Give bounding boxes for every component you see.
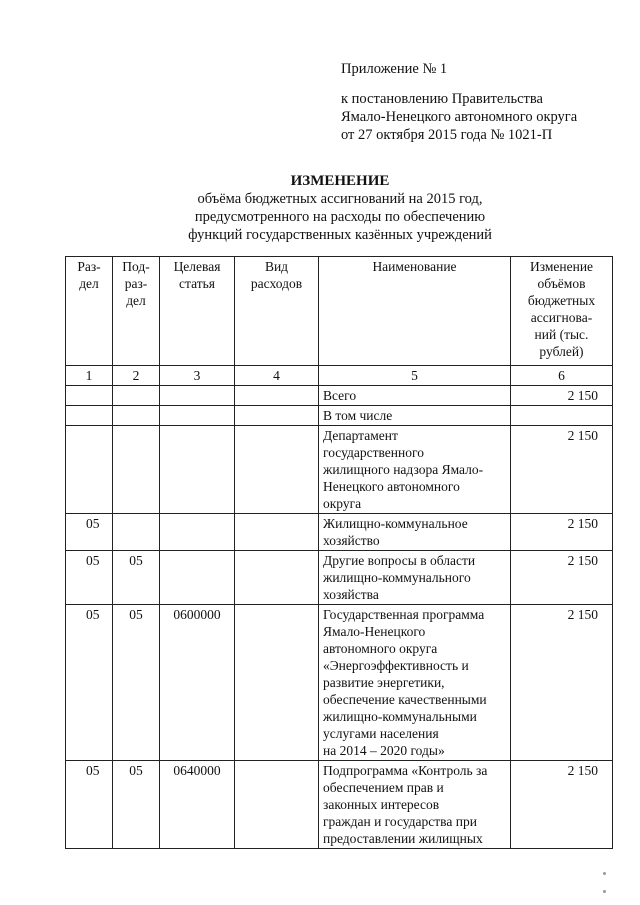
- row-amount: 2 150: [511, 761, 613, 849]
- row-target: 0640000: [160, 761, 235, 849]
- row-section: 05: [66, 761, 113, 849]
- row-amount: 2 150: [511, 514, 613, 551]
- row-amount: 2 150: [511, 426, 613, 514]
- heading-line: объёма бюджетных ассигнований на 2015 год,: [197, 191, 483, 207]
- column-number: 3: [160, 366, 235, 386]
- row-expense-type: [235, 605, 319, 761]
- row-target: [160, 551, 235, 605]
- heading-line: функций государственных казённых учреждений: [188, 227, 492, 243]
- table-row: [66, 761, 613, 849]
- header-name: Наименование: [319, 257, 511, 366]
- scan-speck: [603, 890, 606, 893]
- row-section: 05: [66, 514, 113, 551]
- row-name: Другие вопросы в области жилищно-коммунального хозяйства: [319, 551, 511, 605]
- header-expense-type: Вид расходов: [235, 257, 319, 366]
- appendix-block: [341, 60, 631, 144]
- table-row: [66, 386, 613, 406]
- row-name: Департамент государственного жилищного надзора Ямало- Ненецкого автономного округа: [319, 426, 511, 514]
- row-expense-type: [235, 386, 319, 406]
- header-change: Изменение объёмов бюджетных ассигнова- ний (тыс. рублей): [511, 257, 613, 366]
- row-expense-type: [235, 514, 319, 551]
- row-expense-type: [235, 551, 319, 605]
- row-amount: 2 150: [511, 605, 613, 761]
- row-expense-type: [235, 406, 319, 426]
- row-expense-type: [235, 761, 319, 849]
- appendix-line: к постановлению Правительства: [341, 91, 543, 107]
- row-subsection: 05: [113, 605, 160, 761]
- column-number: 6: [511, 366, 613, 386]
- document-title: ИЗМЕНЕНИЕ: [290, 173, 390, 189]
- row-subsection: 05: [113, 551, 160, 605]
- table-header-row: [66, 257, 613, 366]
- row-target: [160, 426, 235, 514]
- heading-line: предусмотренного на расходы по обеспечению: [194, 209, 486, 225]
- row-section: [66, 406, 113, 426]
- row-subsection: [113, 514, 160, 551]
- row-expense-type: [235, 426, 319, 514]
- appendix-line: Ямало-Ненецкого автономного округа: [341, 109, 578, 125]
- row-subsection: [113, 426, 160, 514]
- row-section: 05: [66, 605, 113, 761]
- row-name: Подпрограмма «Контроль за обеспечением прав и законных интересов граждан и государства при предоставлении жилищных: [319, 761, 511, 849]
- table-row: [66, 551, 613, 605]
- scan-speck: [603, 872, 606, 875]
- row-subsection: [113, 406, 160, 426]
- row-subsection: [113, 386, 160, 406]
- column-number: 2: [113, 366, 160, 386]
- row-section: 05: [66, 551, 113, 605]
- table-row: [66, 514, 613, 551]
- row-amount: 2 150: [511, 386, 613, 406]
- row-target: [160, 386, 235, 406]
- table-row: [66, 406, 613, 426]
- column-number-row: [66, 366, 613, 386]
- row-name: Всего: [319, 386, 511, 406]
- row-target: 0600000: [160, 605, 235, 761]
- header-target: Целевая статья: [160, 257, 235, 366]
- document-heading: [60, 172, 620, 244]
- header-section: Раз- дел: [66, 257, 113, 366]
- budget-table: [65, 256, 613, 849]
- row-amount: [511, 406, 613, 426]
- appendix-title: Приложение № 1: [341, 61, 448, 77]
- table-row: [66, 605, 613, 761]
- row-subsection: 05: [113, 761, 160, 849]
- header-subsection: Под- раз- дел: [113, 257, 160, 366]
- appendix-line: от 27 октября 2015 года № 1021-П: [341, 127, 553, 143]
- row-name: Жилищно-коммунальное хозяйство: [319, 514, 511, 551]
- row-amount: 2 150: [511, 551, 613, 605]
- row-name: В том числе: [319, 406, 511, 426]
- column-number: 4: [235, 366, 319, 386]
- row-section: [66, 386, 113, 406]
- row-section: [66, 426, 113, 514]
- column-number: 5: [319, 366, 511, 386]
- row-target: [160, 514, 235, 551]
- column-number: 1: [66, 366, 113, 386]
- table-row: [66, 426, 613, 514]
- row-name: Государственная программа Ямало-Ненецкого автономного округа «Энергоэффективность и развитие энергетики, обеспечение качественными жилищно-коммунальными услугами населения на 2014 – 2020 годы»: [319, 605, 511, 761]
- row-target: [160, 406, 235, 426]
